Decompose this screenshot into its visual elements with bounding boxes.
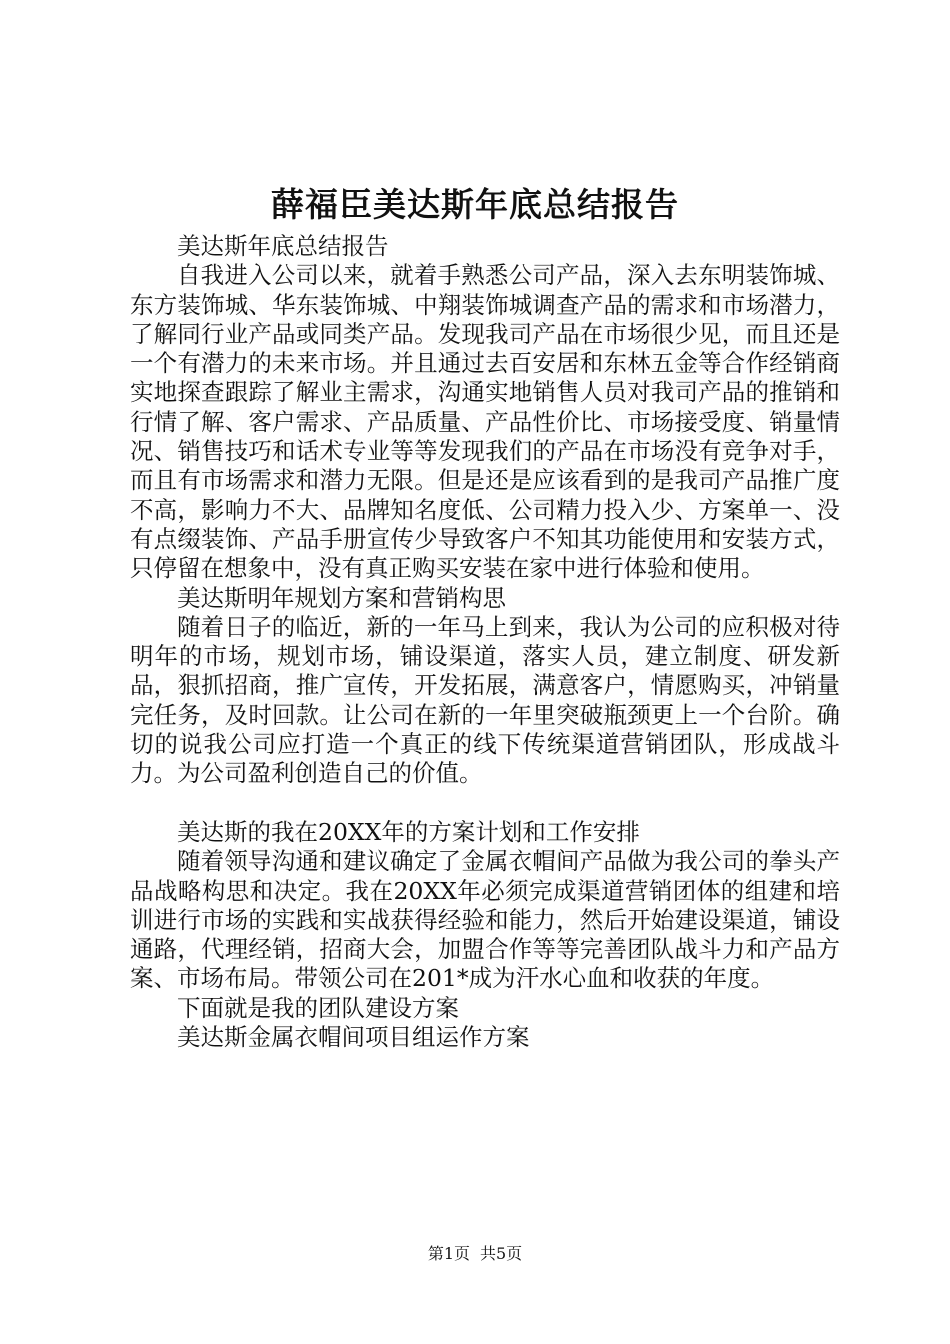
paragraph-next-year-plan: 随着日子的临近，新的一年马上到来，我认为公司的应积极对待明年的市场，规划市场，铺设渠道，落实人员，建立制度、研发新品，狠抓招商，推广宣传，开发拓展，满意客户，情愿购买，冲销量完任务，及时回款。让公司在新的一年里突破瓶颈更上一个台阶。确切的说我公司应打造一个真正的线下传统渠道营销团队，形成战斗力。为公司盈利创造自己的价值。 — [130, 612, 840, 788]
page-number: 第1页 — [427, 1244, 470, 1263]
section-heading-team-building: 下面就是我的团队建设方案 — [177, 993, 459, 1022]
paragraph-work-arrangement: 随着领导沟通和建议确定了金属衣帽间产品做为我公司的拳头产品战略构思和决定。我在20XX年必须完成渠道营销团体的组建和培训进行市场的实践和实战获得经验和能力，然后开始建设渠道，铺设通路，代理经销，招商大会，加盟合作等等完善团队战斗力和产品方案、市场布局。带领公司在201*成为汗水心血和收获的年度。 — [130, 847, 840, 993]
paragraph-spacer — [130, 789, 840, 818]
section-heading-summary: 美达斯年底总结报告 — [177, 232, 389, 260]
page-footer — [0, 1244, 950, 1264]
section-heading-work-arrangement: 美达斯的我在20XX年的方案计划和工作安排 — [177, 817, 640, 846]
page-total: 共5页 — [480, 1244, 523, 1263]
document-body — [130, 232, 840, 1052]
document-title: 薛福臣美达斯年底总结报告 — [271, 185, 679, 224]
section-heading-plan: 美达斯明年规划方案和营销构思 — [177, 583, 506, 612]
section-heading-project-operation: 美达斯金属衣帽间项目组运作方案 — [177, 1023, 530, 1052]
paragraph-market-research: 自我进入公司以来，就着手熟悉公司产品，深入去东明装饰城、东方装饰城、华东装饰城、中翔装饰城调查产品的需求和市场潜力，了解同行业产品或同类产品。发现我司产品在市场很少见，而且还是一个有潜力的未来市场。并且通过去百安居和东林五金等合作经销商实地探查跟踪了解业主需求，沟通实地销售人员对我司产品的推销和行情了解、客户需求、产品质量、产品性价比、市场接受度、销量情况、销售技巧和话术专业等等发现我们的产品在市场没有竞争对手，而且有市场需求和潜力无限。但是还是应该看到的是我司产品推广度不高，影响力不大、品牌知名度低、公司精力投入少、方案单一、没有点缀装饰、产品手册宣传少导致客户不知其功能使用和安装方式，只停留在想象中，没有真正购买安装在家中进行体验和使用。 — [130, 261, 840, 583]
